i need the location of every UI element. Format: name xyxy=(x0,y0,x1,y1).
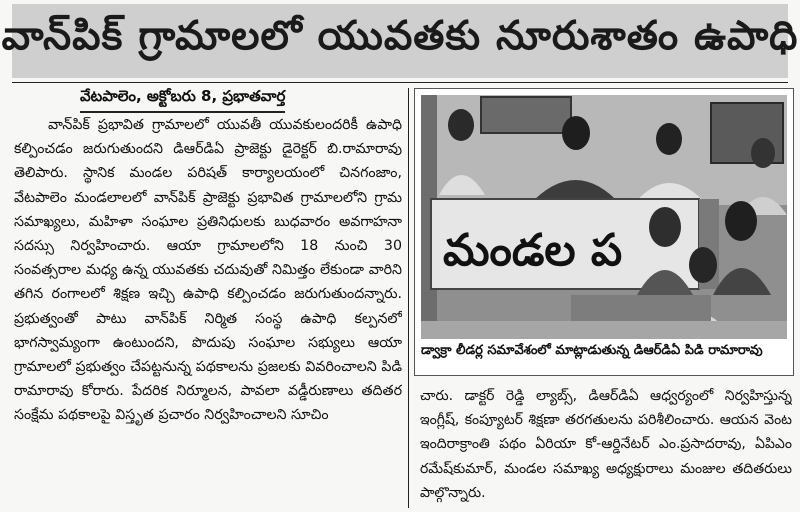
meeting-photo-drawing xyxy=(421,95,787,339)
top-rule xyxy=(12,82,788,83)
article-body-right xyxy=(420,384,792,508)
meeting-photo xyxy=(421,95,787,339)
article-body-left xyxy=(14,113,402,509)
column-divider xyxy=(408,88,409,508)
banner-text: మండల ప xyxy=(443,225,623,276)
headline-band xyxy=(1,4,799,78)
body-paragraph: వాన్‌పిక్ ప్రభావిత గ్రామాలలో యువతీ యువకులందరికీ ఉపాధి కల్పించడం జరుగుతుందని డిఆర్‌డిఏ ప్రాజెక్టు డైరెక్టర్ బి.రామారావు తెలిపారు. స్థానిక మండల పరిషత్ కార్యాలయంలో చినగంజాం, వేటపాలెం మండలాలలో వాన్‌పిక్ ప్రాజెక్టు ప్రభావిత గ్రామాలలోని గ్రామ సమాఖ్యలు, మహిళా సంఘాల ప్రతినిధులకు బుధవారం అవగాహనా సదస్సు నిర్వహించారు. ఆయా గ్రామాలలోని 18 నుంచి 30 సంవత్సరాల మధ్య ఉన్న యువతకు చదువుతో నిమిత్తం లేకుండా వారిని తగిన రంగాలలో శిక్షణ ఇచ్చి ఉపాధి కల్పించడం జరుగుతుందన్నారు. ప్రభుత్వంతో పాటు వాన్‌పిక్ నిర్మిత సంస్థ ఉపాధి కల్పనలో భాగస్వామ్యంగా ఉంటుందని, పొదుపు సంఘాల సభ్యులు ఆయా గ్రామాలలో ప్రభుత్వం చేపట్టనున్న పథకాలను ప్రజలకు వివరించాలని పిడి రామారావు కోరారు. పేదరిక నిర్మూలన, పావలా వడ్డీరుణాలు తదితర సంక్షేమ పథకాలపై విస్తృత ప్రచారం నిర్వహించాలని సూచిం xyxy=(14,117,402,424)
body-paragraph-continued: చారు. డాక్టర్ రెడ్డి ల్యాబ్స్, డిఆర్‌డిఏ ఆధ్వర్యంలో నిర్వహిస్తున్న ఇంగ్లీష్, కంప్యూటర్ శిక్షణా తరగతులను పరిశీలించారు. ఆయన వెంట ఇందిరాక్రాంతి పథం ఏరియా కో-ఆర్డినేటర్ ఎం.ప్రసాదరావు, ఏపిఎం రమేష్‌కుమార్, మండల సమాఖ్య అధ్యక్షురాలు మంజుల తదితరులు పాల్గొన్నారు. xyxy=(420,388,792,501)
news-photo-frame xyxy=(414,88,794,376)
headline: వాన్‌పిక్ గ్రామాలలో యువతకు నూరుశాతం ఉపాధి xyxy=(1,13,799,59)
photo-caption: డ్వాక్రా లీడర్ల సమావేశంలో మాట్లాడుతున్న డిఆర్‌డిఏ పిడి రామారావు xyxy=(421,343,763,358)
dateline: వేటపాలెం, అక్టోబరు 8, ప్రభాతవార్త xyxy=(80,87,285,113)
